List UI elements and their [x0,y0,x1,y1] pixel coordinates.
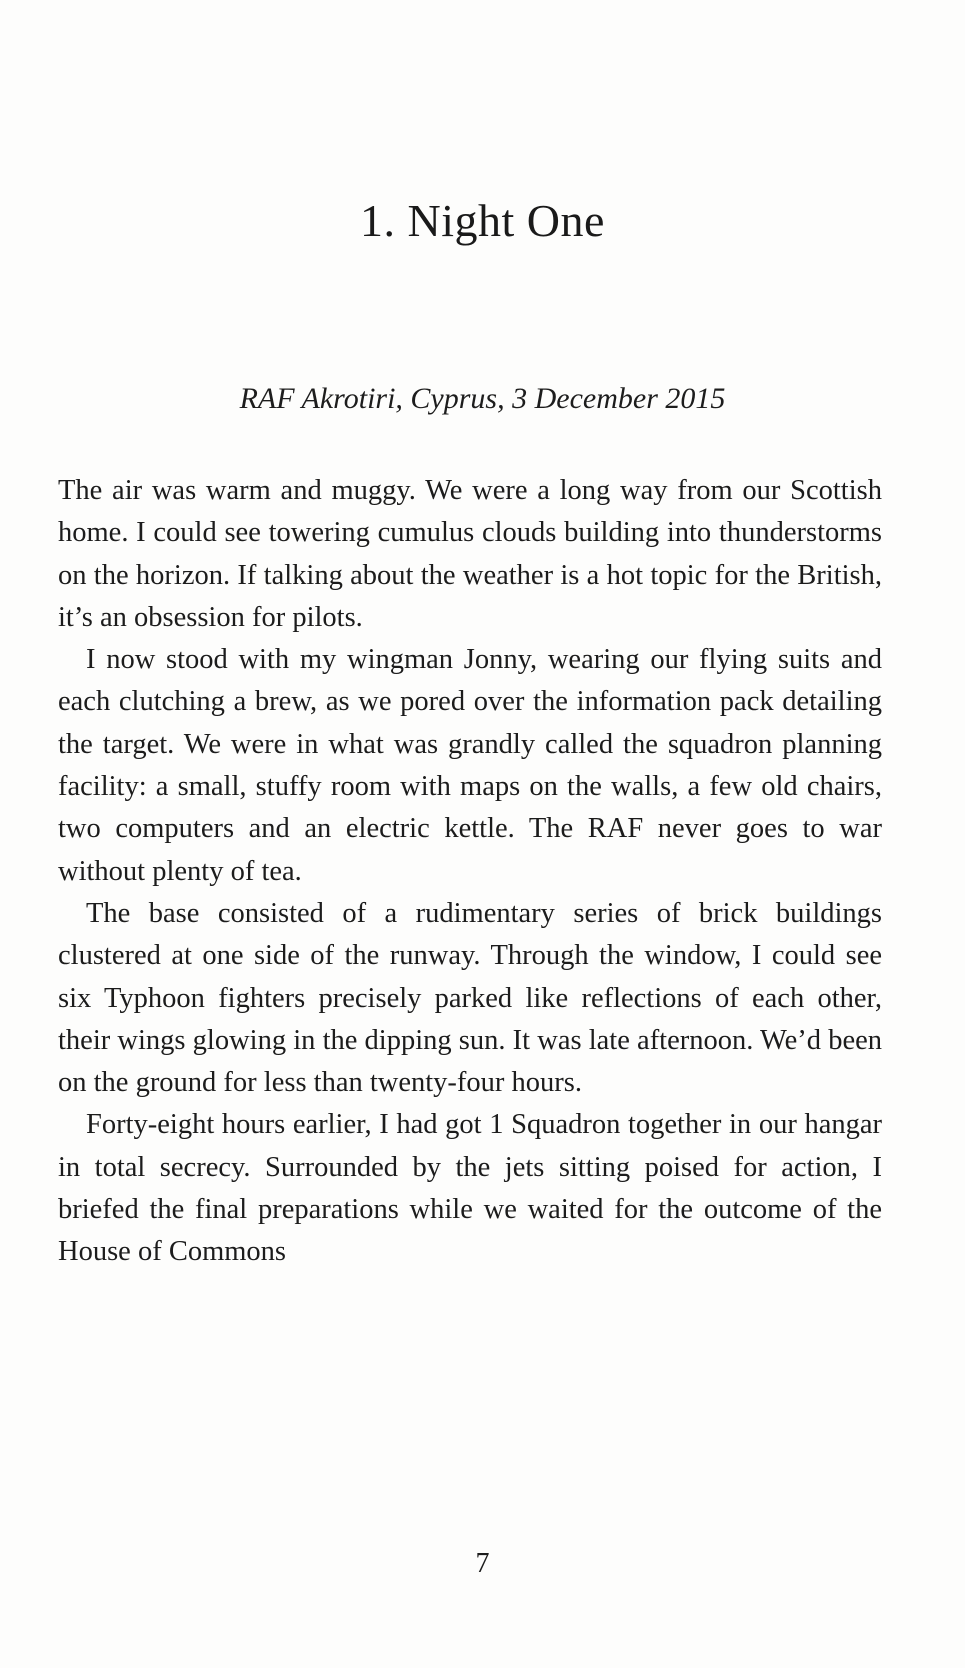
paragraph-2: I now stood with my wingman Jonny, wearing our flying suits and each clutching a brew, as we pored over the information pack detailing the target. We were in what was grandly called the squadron planning facility: a small, stuffy room with maps on the walls, a few old chairs, two computers and an electric kettle. The RAF never goes to war without plenty of tea. [58,644,882,887]
paragraph-4: Forty-eight hours earlier, I had got 1 Squadron together in our hangar in total secrecy. Surrounded by the jets sitting poised for action, I briefed the final preparations while we waited for the outcome of the House of Commons [58,1109,882,1268]
chapter-title: 1. Night One [360,195,605,246]
page-number: 7 [475,1548,490,1579]
dateline: RAF Akrotiri, Cyprus, 3 December 2015 [239,382,726,415]
paragraph-1: The air was warm and muggy. We were a long way from our Scottish home. I could see towering cumulus clouds building into thunderstorms on the horizon. If talking about the weather is a hot topic for the British, it’s an obsession for pilots. [58,475,882,633]
body-text [58,470,882,1274]
paragraph-3: The base consisted of a rudimentary series of brick buildings clustered at one side of the runway. Through the window, I could see six Typhoon fighters precisely parked like reflections of each other, their wings glowing in the dipping sun. It was late afternoon. We’d been on the ground for less than twenty-four hours. [58,897,882,1099]
